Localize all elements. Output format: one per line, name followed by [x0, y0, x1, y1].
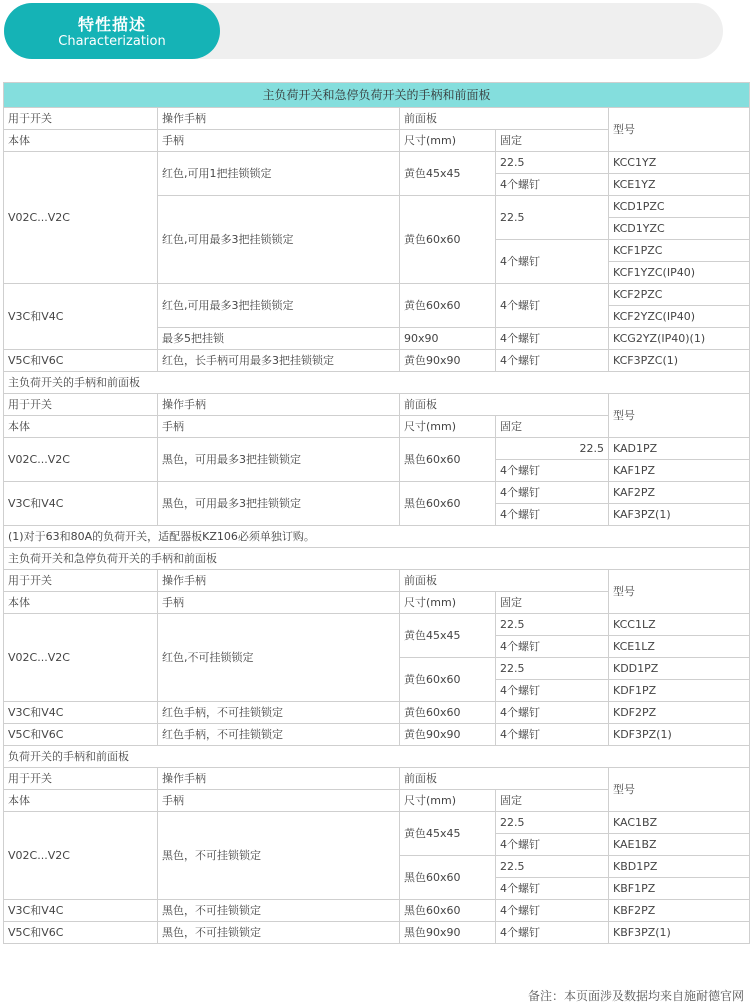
table-note: (1)对于63和80A的负荷开关，适配器板KZ106必须单独订购。 [4, 526, 750, 548]
table-header: 操作手柄 [158, 108, 400, 130]
table-cell: V3C和V4C [4, 482, 158, 526]
table-cell: KCE1YZ [609, 174, 750, 196]
table-row [4, 922, 750, 944]
table-cell: KCF2PZC [609, 284, 750, 306]
table-row [4, 284, 750, 306]
table-row [4, 570, 750, 592]
table-row [4, 482, 750, 504]
table-header: 操作手柄 [158, 768, 400, 790]
table-cell: KCE1LZ [609, 636, 750, 658]
table-cell: 黑色，不可挂锁锁定 [158, 900, 400, 922]
spec-table [3, 82, 750, 944]
table-row [4, 900, 750, 922]
table-header: 本体 [4, 130, 158, 152]
table-cell: 4个螺钉 [496, 328, 609, 350]
table-header: 型号 [609, 394, 750, 438]
table-cell: 红色,不可挂锁锁定 [158, 614, 400, 702]
table-cell: KAD1PZ [609, 438, 750, 460]
table-cell: 红色手柄，不可挂锁锁定 [158, 702, 400, 724]
table-cell: 黄色60x60 [400, 658, 496, 702]
table-cell: 红色，长手柄可用最多3把挂锁锁定 [158, 350, 400, 372]
table-header: 前面板 [400, 768, 609, 790]
table-row [4, 526, 750, 548]
table-cell: 4个螺钉 [496, 504, 609, 526]
table-cell: 22.5 [496, 438, 609, 460]
table-cell: V3C和V4C [4, 900, 158, 922]
table-cell: 黑色，不可挂锁锁定 [158, 812, 400, 900]
table-row [4, 108, 750, 130]
table-header: 操作手柄 [158, 570, 400, 592]
table-cell: 4个螺钉 [496, 834, 609, 856]
table-cell: KAC1BZ [609, 812, 750, 834]
table-cell: KDD1PZ [609, 658, 750, 680]
table-cell: 4个螺钉 [496, 724, 609, 746]
table-cell: KCD1YZC [609, 218, 750, 240]
table-cell: 4个螺钉 [496, 636, 609, 658]
table-cell: 4个螺钉 [496, 284, 609, 328]
table-cell: 4个螺钉 [496, 680, 609, 702]
table-cell: KDF2PZ [609, 702, 750, 724]
table-row [4, 372, 750, 394]
table-cell: 黑色60x60 [400, 438, 496, 482]
table-header: 尺寸(mm) [400, 130, 496, 152]
table-row [4, 394, 750, 416]
header-title-zh: 特性描述 [77, 15, 146, 34]
table-cell: 22.5 [496, 152, 609, 174]
table-header: 本体 [4, 592, 158, 614]
table-cell: V02C...V2C [4, 614, 158, 702]
table-cell: 4个螺钉 [496, 878, 609, 900]
table-header: 尺寸(mm) [400, 592, 496, 614]
table-header: 手柄 [158, 790, 400, 812]
table-header: 尺寸(mm) [400, 790, 496, 812]
table-cell: 22.5 [496, 614, 609, 636]
table-header: 手柄 [158, 130, 400, 152]
table-cell: 黄色60x60 [400, 284, 496, 328]
table-row [4, 438, 750, 460]
table-cell: KDF3PZ(1) [609, 724, 750, 746]
table-header: 型号 [609, 108, 750, 152]
section-header [4, 3, 220, 59]
table-cell: 4个螺钉 [496, 900, 609, 922]
footer-note: 备注：本页面涉及数据均来自施耐德官网 [527, 989, 744, 1003]
table-cell: 黄色90x90 [400, 724, 496, 746]
table-header: 本体 [4, 416, 158, 438]
table-cell: KCG2YZ(IP40)(1) [609, 328, 750, 350]
table-cell: 4个螺钉 [496, 240, 609, 284]
table-cell: 黑色60x60 [400, 482, 496, 526]
table-cell: KCF3PZC(1) [609, 350, 750, 372]
table-header: 用于开关 [4, 108, 158, 130]
table-cell: V5C和V6C [4, 724, 158, 746]
table-cell: V5C和V6C [4, 350, 158, 372]
table-title: 主负荷开关和急停负荷开关的手柄和前面板 [4, 83, 750, 108]
table-cell: 黑色90x90 [400, 922, 496, 944]
table-header: 固定 [496, 130, 609, 152]
table-header: 手柄 [158, 592, 400, 614]
table-cell: 黑色，可用最多3把挂锁锁定 [158, 482, 400, 526]
table-cell: 黑色，可用最多3把挂锁锁定 [158, 438, 400, 482]
table-header: 用于开关 [4, 570, 158, 592]
table-cell: 红色,可用最多3把挂锁锁定 [158, 196, 400, 284]
table-cell: V02C...V2C [4, 812, 158, 900]
table-cell: 黄色45x45 [400, 152, 496, 196]
header-title-en: Characterization [58, 34, 166, 49]
table-cell: 最多5把挂锁 [158, 328, 400, 350]
table-cell: KBF2PZ [609, 900, 750, 922]
table-cell: V5C和V6C [4, 922, 158, 944]
table-cell: 22.5 [496, 658, 609, 680]
table-header: 操作手柄 [158, 394, 400, 416]
table-cell: KBF1PZ [609, 878, 750, 900]
table-header: 前面板 [400, 570, 609, 592]
table-cell: 红色,可用1把挂锁锁定 [158, 152, 400, 196]
table-cell: 4个螺钉 [496, 350, 609, 372]
table-header: 尺寸(mm) [400, 416, 496, 438]
table-cell: KBF3PZ(1) [609, 922, 750, 944]
table-header: 用于开关 [4, 394, 158, 416]
table-cell: 22.5 [496, 196, 609, 240]
table-cell: 4个螺钉 [496, 922, 609, 944]
section-title: 主负荷开关和急停负荷开关的手柄和前面板 [4, 548, 750, 570]
table-cell: 90x90 [400, 328, 496, 350]
table-cell: V02C...V2C [4, 152, 158, 284]
table-cell: 黄色60x60 [400, 196, 496, 284]
table-header: 型号 [609, 768, 750, 812]
table-row [4, 350, 750, 372]
table-cell: KCC1LZ [609, 614, 750, 636]
table-cell: KCF1PZC [609, 240, 750, 262]
table-header: 手柄 [158, 416, 400, 438]
table-header: 型号 [609, 570, 750, 614]
table-cell: KAF1PZ [609, 460, 750, 482]
table-cell: 黄色90x90 [400, 350, 496, 372]
table-cell: 黑色60x60 [400, 856, 496, 900]
table-row [4, 548, 750, 570]
table-row [4, 812, 750, 834]
table-header: 前面板 [400, 394, 609, 416]
table-cell: KCD1PZC [609, 196, 750, 218]
table-row [4, 768, 750, 790]
table-cell: 黑色，不可挂锁锁定 [158, 922, 400, 944]
table-row [4, 724, 750, 746]
table-cell: KCF1YZC(IP40) [609, 262, 750, 284]
table-cell: 4个螺钉 [496, 174, 609, 196]
table-cell: KDF1PZ [609, 680, 750, 702]
table-header: 固定 [496, 790, 609, 812]
table-cell: KAF2PZ [609, 482, 750, 504]
table-header: 用于开关 [4, 768, 158, 790]
table-row [4, 83, 750, 108]
table-cell: 黄色45x45 [400, 614, 496, 658]
table-cell: 4个螺钉 [496, 702, 609, 724]
table-cell: KAE1BZ [609, 834, 750, 856]
section-title: 主负荷开关的手柄和前面板 [4, 372, 750, 394]
table-cell: 红色手柄，不可挂锁锁定 [158, 724, 400, 746]
table-cell: KCC1YZ [609, 152, 750, 174]
table-cell: 22.5 [496, 856, 609, 878]
table-cell: 红色,可用最多3把挂锁锁定 [158, 284, 400, 328]
table-row [4, 746, 750, 768]
table-cell: 黄色45x45 [400, 812, 496, 856]
table-cell: V02C...V2C [4, 438, 158, 482]
table-cell: 黄色60x60 [400, 702, 496, 724]
table-row [4, 702, 750, 724]
table-cell: 4个螺钉 [496, 482, 609, 504]
table-header: 固定 [496, 416, 609, 438]
table-row [4, 152, 750, 174]
table-cell: 黑色60x60 [400, 900, 496, 922]
table-row [4, 614, 750, 636]
table-cell: 22.5 [496, 812, 609, 834]
table-cell: 4个螺钉 [496, 460, 609, 482]
table-cell: V3C和V4C [4, 702, 158, 724]
table-header: 前面板 [400, 108, 609, 130]
table-cell: KBD1PZ [609, 856, 750, 878]
table-header: 固定 [496, 592, 609, 614]
section-title: 负荷开关的手柄和前面板 [4, 746, 750, 768]
table-cell: V3C和V4C [4, 284, 158, 350]
table-header: 本体 [4, 790, 158, 812]
table-cell: KAF3PZ(1) [609, 504, 750, 526]
table-cell: KCF2YZC(IP40) [609, 306, 750, 328]
